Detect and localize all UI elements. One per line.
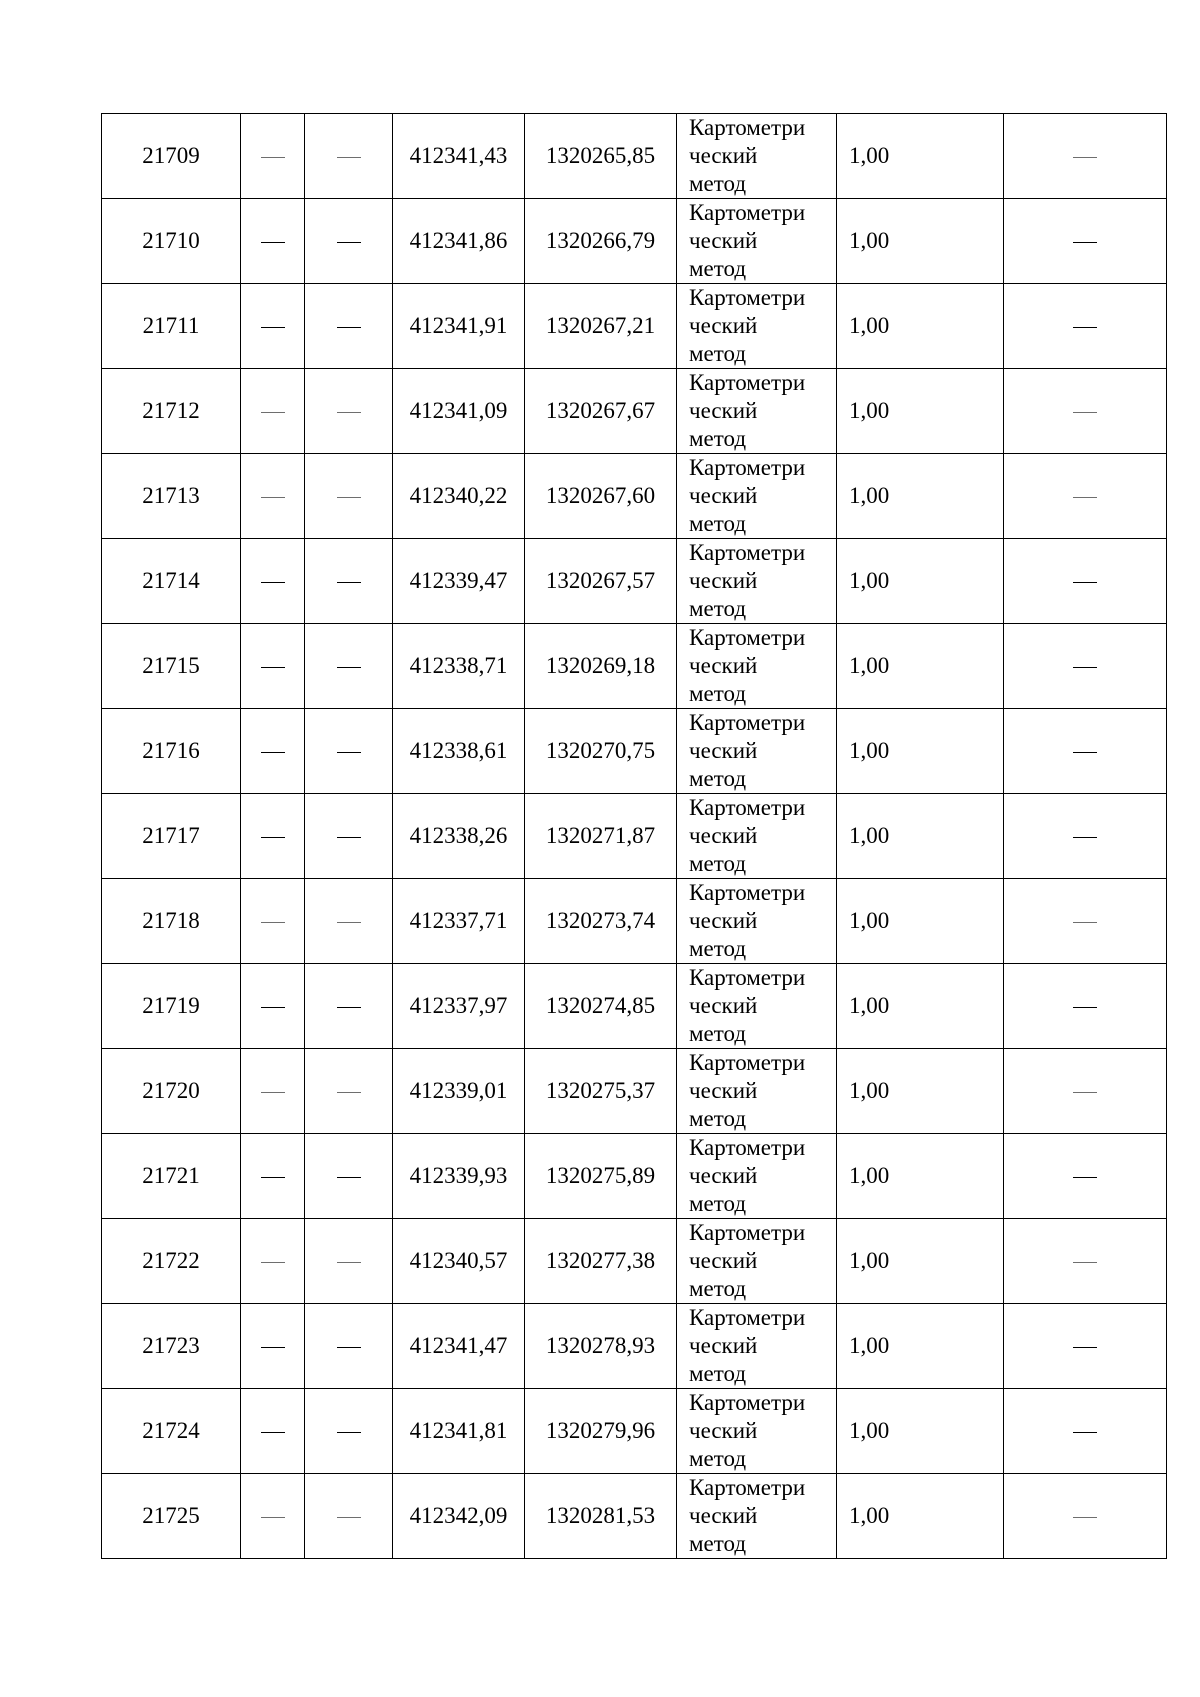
dash-cell-1 <box>241 624 305 709</box>
method-cell: Картометри ческий метод <box>677 624 837 709</box>
accuracy-cell: 1,00 <box>837 709 1004 794</box>
dash-mark <box>261 667 285 668</box>
coordinate-y-cell: 1320267,67 <box>525 369 677 454</box>
coordinate-y-cell: 1320278,93 <box>525 1304 677 1389</box>
dash-cell-2 <box>305 1049 393 1134</box>
coordinate-x-cell: 412341,09 <box>393 369 525 454</box>
dash-mark <box>261 1347 285 1348</box>
point-number-cell: 21714 <box>102 539 241 624</box>
coordinates-table <box>101 113 1167 1559</box>
method-cell: Картометри ческий метод <box>677 879 837 964</box>
dash-mark <box>261 1432 285 1433</box>
table-row <box>102 369 1167 454</box>
table-row <box>102 1134 1167 1219</box>
dash-mark <box>337 327 361 328</box>
dash-mark <box>337 1092 361 1093</box>
dash-mark <box>1073 1517 1097 1518</box>
dash-mark <box>261 497 285 498</box>
coordinate-x-cell: 412339,93 <box>393 1134 525 1219</box>
dash-mark <box>261 1177 285 1178</box>
table-row <box>102 879 1167 964</box>
method-cell: Картометри ческий метод <box>677 1304 837 1389</box>
dash-cell-1 <box>241 1474 305 1559</box>
point-number-cell: 21711 <box>102 284 241 369</box>
dash-mark <box>337 1517 361 1518</box>
dash-cell-3 <box>1004 454 1167 539</box>
table-row <box>102 1474 1167 1559</box>
dash-cell-2 <box>305 794 393 879</box>
coordinate-y-cell: 1320274,85 <box>525 964 677 1049</box>
method-cell: Картометри ческий метод <box>677 369 837 454</box>
method-cell: Картометри ческий метод <box>677 114 837 199</box>
table-row <box>102 1389 1167 1474</box>
point-number-cell: 21720 <box>102 1049 241 1134</box>
dash-cell-1 <box>241 794 305 879</box>
dash-cell-3 <box>1004 539 1167 624</box>
accuracy-cell: 1,00 <box>837 1304 1004 1389</box>
dash-cell-3 <box>1004 284 1167 369</box>
dash-cell-2 <box>305 369 393 454</box>
dash-mark <box>1073 242 1097 243</box>
point-number-cell: 21715 <box>102 624 241 709</box>
coordinate-x-cell: 412337,97 <box>393 964 525 1049</box>
coordinates-table-container <box>101 113 1167 1559</box>
dash-cell-2 <box>305 624 393 709</box>
dash-mark <box>1073 752 1097 753</box>
coordinate-y-cell: 1320281,53 <box>525 1474 677 1559</box>
dash-mark <box>337 837 361 838</box>
accuracy-cell: 1,00 <box>837 284 1004 369</box>
method-cell: Картометри ческий метод <box>677 1389 837 1474</box>
dash-cell-1 <box>241 1134 305 1219</box>
point-number-cell: 21712 <box>102 369 241 454</box>
dash-mark <box>1073 1262 1097 1263</box>
coordinate-x-cell: 412341,81 <box>393 1389 525 1474</box>
dash-mark <box>1073 497 1097 498</box>
dash-cell-1 <box>241 454 305 539</box>
coordinate-y-cell: 1320267,21 <box>525 284 677 369</box>
coordinate-x-cell: 412339,01 <box>393 1049 525 1134</box>
coordinate-y-cell: 1320265,85 <box>525 114 677 199</box>
dash-mark <box>337 497 361 498</box>
accuracy-cell: 1,00 <box>837 1049 1004 1134</box>
coordinate-x-cell: 412341,91 <box>393 284 525 369</box>
dash-mark <box>1073 582 1097 583</box>
accuracy-cell: 1,00 <box>837 1389 1004 1474</box>
coordinate-x-cell: 412339,47 <box>393 539 525 624</box>
dash-mark <box>337 242 361 243</box>
dash-cell-3 <box>1004 1389 1167 1474</box>
coordinate-y-cell: 1320275,89 <box>525 1134 677 1219</box>
coordinate-x-cell: 412341,86 <box>393 199 525 284</box>
accuracy-cell: 1,00 <box>837 879 1004 964</box>
dash-cell-3 <box>1004 1049 1167 1134</box>
method-cell: Картометри ческий метод <box>677 199 837 284</box>
method-cell: Картометри ческий метод <box>677 454 837 539</box>
dash-cell-3 <box>1004 709 1167 794</box>
dash-cell-1 <box>241 539 305 624</box>
dash-cell-2 <box>305 879 393 964</box>
accuracy-cell: 1,00 <box>837 1219 1004 1304</box>
coordinate-x-cell: 412338,61 <box>393 709 525 794</box>
coordinate-x-cell: 412338,71 <box>393 624 525 709</box>
coordinate-y-cell: 1320266,79 <box>525 199 677 284</box>
dash-cell-3 <box>1004 879 1167 964</box>
table-row <box>102 114 1167 199</box>
dash-cell-1 <box>241 114 305 199</box>
dash-mark <box>261 1007 285 1008</box>
table-row <box>102 624 1167 709</box>
dash-cell-2 <box>305 1389 393 1474</box>
dash-mark <box>1073 1177 1097 1178</box>
coordinate-x-cell: 412340,57 <box>393 1219 525 1304</box>
coordinate-y-cell: 1320269,18 <box>525 624 677 709</box>
table-row <box>102 964 1167 1049</box>
method-cell: Картометри ческий метод <box>677 964 837 1049</box>
coordinate-y-cell: 1320273,74 <box>525 879 677 964</box>
dash-mark <box>261 412 285 413</box>
coordinate-y-cell: 1320275,37 <box>525 1049 677 1134</box>
dash-mark <box>337 412 361 413</box>
dash-cell-1 <box>241 1389 305 1474</box>
table-row <box>102 709 1167 794</box>
dash-mark <box>1073 412 1097 413</box>
method-cell: Картометри ческий метод <box>677 284 837 369</box>
point-number-cell: 21721 <box>102 1134 241 1219</box>
dash-cell-1 <box>241 964 305 1049</box>
coordinate-y-cell: 1320270,75 <box>525 709 677 794</box>
dash-cell-3 <box>1004 1304 1167 1389</box>
dash-cell-3 <box>1004 1474 1167 1559</box>
accuracy-cell: 1,00 <box>837 624 1004 709</box>
dash-mark <box>261 922 285 923</box>
coordinate-x-cell: 412337,71 <box>393 879 525 964</box>
point-number-cell: 21724 <box>102 1389 241 1474</box>
dash-mark <box>1073 1347 1097 1348</box>
dash-cell-3 <box>1004 794 1167 879</box>
dash-mark <box>337 1262 361 1263</box>
method-cell: Картометри ческий метод <box>677 794 837 879</box>
accuracy-cell: 1,00 <box>837 794 1004 879</box>
dash-cell-2 <box>305 284 393 369</box>
dash-mark <box>337 752 361 753</box>
dash-cell-3 <box>1004 964 1167 1049</box>
method-cell: Картометри ческий метод <box>677 709 837 794</box>
coordinate-y-cell: 1320277,38 <box>525 1219 677 1304</box>
dash-cell-2 <box>305 114 393 199</box>
table-row <box>102 539 1167 624</box>
accuracy-cell: 1,00 <box>837 964 1004 1049</box>
dash-mark <box>337 1007 361 1008</box>
table-row <box>102 1219 1167 1304</box>
dash-cell-2 <box>305 709 393 794</box>
point-number-cell: 21709 <box>102 114 241 199</box>
dash-mark <box>337 1177 361 1178</box>
dash-cell-2 <box>305 964 393 1049</box>
dash-mark <box>337 667 361 668</box>
dash-mark <box>1073 1432 1097 1433</box>
dash-mark <box>1073 922 1097 923</box>
dash-mark <box>261 157 285 158</box>
dash-cell-2 <box>305 1134 393 1219</box>
table-body <box>102 114 1167 1559</box>
accuracy-cell: 1,00 <box>837 114 1004 199</box>
accuracy-cell: 1,00 <box>837 199 1004 284</box>
dash-cell-2 <box>305 454 393 539</box>
accuracy-cell: 1,00 <box>837 369 1004 454</box>
coordinate-x-cell: 412341,47 <box>393 1304 525 1389</box>
dash-mark <box>1073 667 1097 668</box>
dash-mark <box>337 582 361 583</box>
point-number-cell: 21710 <box>102 199 241 284</box>
dash-mark <box>1073 837 1097 838</box>
table-row <box>102 284 1167 369</box>
dash-cell-3 <box>1004 624 1167 709</box>
dash-mark <box>337 1432 361 1433</box>
table-row <box>102 1049 1167 1134</box>
method-cell: Картометри ческий метод <box>677 1219 837 1304</box>
dash-cell-2 <box>305 199 393 284</box>
coordinate-y-cell: 1320271,87 <box>525 794 677 879</box>
dash-mark <box>261 1092 285 1093</box>
dash-mark <box>1073 1092 1097 1093</box>
point-number-cell: 21722 <box>102 1219 241 1304</box>
coordinate-x-cell: 412341,43 <box>393 114 525 199</box>
table-row <box>102 454 1167 539</box>
dash-cell-1 <box>241 709 305 794</box>
dash-cell-1 <box>241 1304 305 1389</box>
dash-cell-3 <box>1004 114 1167 199</box>
table-row <box>102 794 1167 879</box>
dash-mark <box>261 327 285 328</box>
dash-cell-1 <box>241 199 305 284</box>
dash-cell-1 <box>241 1219 305 1304</box>
coordinate-y-cell: 1320279,96 <box>525 1389 677 1474</box>
point-number-cell: 21723 <box>102 1304 241 1389</box>
dash-cell-2 <box>305 1219 393 1304</box>
dash-mark <box>261 752 285 753</box>
dash-cell-2 <box>305 539 393 624</box>
dash-cell-1 <box>241 369 305 454</box>
point-number-cell: 21716 <box>102 709 241 794</box>
dash-cell-3 <box>1004 369 1167 454</box>
dash-mark <box>337 922 361 923</box>
dash-mark <box>261 1517 285 1518</box>
coordinate-y-cell: 1320267,57 <box>525 539 677 624</box>
dash-cell-3 <box>1004 199 1167 284</box>
dash-cell-1 <box>241 879 305 964</box>
accuracy-cell: 1,00 <box>837 1134 1004 1219</box>
point-number-cell: 21719 <box>102 964 241 1049</box>
dash-cell-2 <box>305 1474 393 1559</box>
dash-mark <box>1073 327 1097 328</box>
point-number-cell: 21717 <box>102 794 241 879</box>
table-row <box>102 1304 1167 1389</box>
dash-cell-3 <box>1004 1134 1167 1219</box>
dash-mark <box>337 1347 361 1348</box>
coordinate-x-cell: 412340,22 <box>393 454 525 539</box>
method-cell: Картометри ческий метод <box>677 539 837 624</box>
point-number-cell: 21725 <box>102 1474 241 1559</box>
dash-cell-3 <box>1004 1219 1167 1304</box>
dash-cell-1 <box>241 284 305 369</box>
dash-mark <box>337 157 361 158</box>
accuracy-cell: 1,00 <box>837 454 1004 539</box>
method-cell: Картометри ческий метод <box>677 1049 837 1134</box>
point-number-cell: 21718 <box>102 879 241 964</box>
coordinate-x-cell: 412338,26 <box>393 794 525 879</box>
dash-mark <box>261 1262 285 1263</box>
coordinate-x-cell: 412342,09 <box>393 1474 525 1559</box>
dash-mark <box>1073 1007 1097 1008</box>
method-cell: Картометри ческий метод <box>677 1474 837 1559</box>
point-number-cell: 21713 <box>102 454 241 539</box>
dash-mark <box>261 837 285 838</box>
dash-mark <box>1073 157 1097 158</box>
dash-cell-2 <box>305 1304 393 1389</box>
accuracy-cell: 1,00 <box>837 539 1004 624</box>
dash-mark <box>261 582 285 583</box>
table-row <box>102 199 1167 284</box>
dash-mark <box>261 242 285 243</box>
coordinate-y-cell: 1320267,60 <box>525 454 677 539</box>
dash-cell-1 <box>241 1049 305 1134</box>
accuracy-cell: 1,00 <box>837 1474 1004 1559</box>
method-cell: Картометри ческий метод <box>677 1134 837 1219</box>
